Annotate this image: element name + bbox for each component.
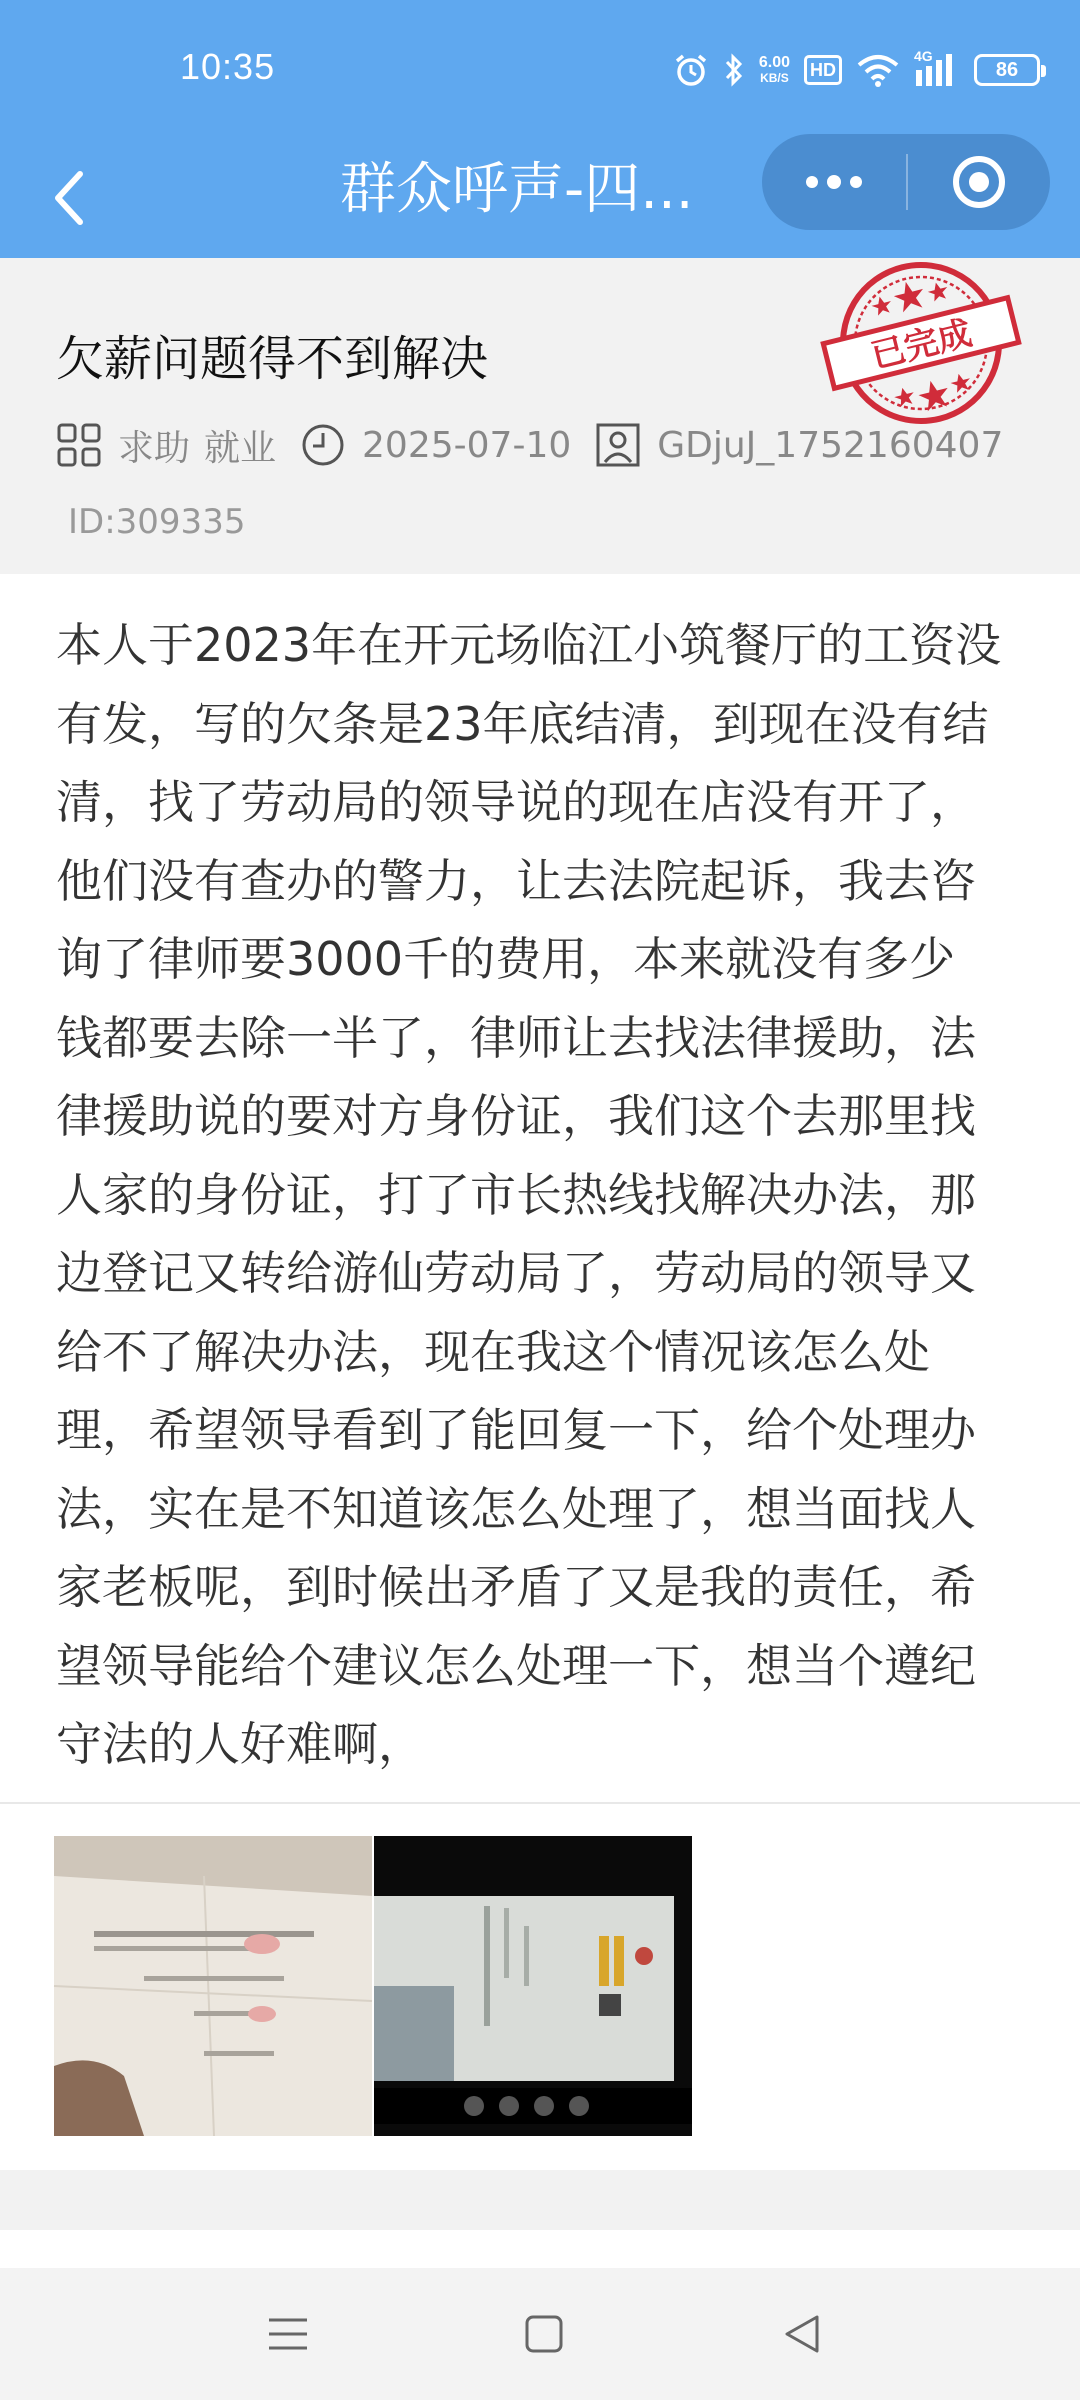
completed-stamp bbox=[814, 258, 1028, 428]
post-content-line: 本人于2023年在开元场临江小筑餐厅的工资没 bbox=[56, 618, 1002, 672]
system-back-button[interactable] bbox=[772, 2304, 832, 2364]
battery-indicator bbox=[974, 54, 1040, 86]
alarm-icon bbox=[673, 52, 709, 88]
post-content-line: 人家的身份证，打了市长热线找解决办法，那 bbox=[56, 1167, 976, 1222]
signal-icon bbox=[914, 52, 960, 88]
net-speed-value: 6.00 bbox=[758, 54, 790, 71]
more-button[interactable] bbox=[762, 134, 906, 230]
wifi-icon bbox=[856, 53, 900, 87]
attachment-image-iou[interactable] bbox=[54, 1836, 372, 2136]
status-bar bbox=[0, 0, 1080, 140]
chevron-left-icon bbox=[50, 168, 90, 228]
square-icon bbox=[523, 2313, 565, 2355]
clock-icon bbox=[300, 422, 346, 468]
section-spacer bbox=[0, 2170, 1080, 2230]
post-id: ID:309335 bbox=[68, 502, 246, 542]
recent-apps-button[interactable] bbox=[258, 2304, 318, 2364]
battery-level: 86 bbox=[995, 58, 1019, 81]
post-content-line: 他们没有查办的警力，让去法院起诉，我去咨 bbox=[56, 853, 976, 908]
post-content-line: 守法的人好难啊， bbox=[56, 1717, 424, 1771]
stamp-label: 已完成 bbox=[867, 313, 976, 377]
home-button[interactable] bbox=[514, 2304, 574, 2364]
triangle-back-icon bbox=[781, 2313, 823, 2355]
system-nav-bar bbox=[0, 2268, 1080, 2400]
post-meta bbox=[56, 420, 1003, 470]
post-subcategory: 就业 bbox=[204, 427, 277, 469]
net-speed-unit: KB/S bbox=[760, 71, 789, 85]
app-header bbox=[0, 0, 1080, 258]
grid-icon bbox=[56, 422, 102, 468]
status-time: 10:35 bbox=[180, 46, 276, 87]
post-date: 2025-07-10 bbox=[362, 424, 572, 466]
post-content-line: 给不了解决办法，现在我这个情况该怎么处 bbox=[56, 1324, 930, 1379]
more-dots-icon bbox=[804, 174, 864, 190]
post-content-line: 钱都要去除一半了，律师让去找法律援助，法 bbox=[56, 1010, 976, 1065]
post-content-line: 边登记又转给游仙劳动局了，劳动局的领导又 bbox=[56, 1246, 976, 1300]
menu-icon bbox=[265, 2314, 311, 2354]
next-post-strip[interactable] bbox=[0, 2230, 1080, 2270]
mini-program-capsule bbox=[762, 134, 1050, 230]
bluetooth-icon bbox=[723, 52, 745, 88]
post-content-line: 律援助说的要对方身份证，我们这个去那里找 bbox=[56, 1089, 976, 1143]
post-title: 欠薪问题得不到解决 bbox=[56, 331, 489, 387]
post-content-line: 清，找了劳动局的领导说的现在店没有开了， bbox=[56, 775, 976, 829]
post-author: GDjuJ_1752160407 bbox=[657, 424, 1004, 466]
post-content-line: 家老板呢，到时候出矛盾了又是我的责任，希 bbox=[56, 1560, 976, 1614]
post-content bbox=[56, 606, 1028, 1784]
post-content-line: 理，希望领导看到了能回复一下，给个处理办 bbox=[56, 1403, 976, 1457]
post-content-line: 询了律师要3000千的费用，本来就没有多少 bbox=[56, 932, 956, 986]
back-button[interactable] bbox=[40, 168, 100, 228]
page-title: 群众呼声-四... bbox=[340, 157, 694, 222]
post-content-line: 法，实在是不知道该怎么处理了，想当面找人 bbox=[56, 1481, 976, 1536]
post-images bbox=[0, 1804, 1080, 2170]
post-header bbox=[0, 258, 1080, 574]
close-button[interactable] bbox=[908, 134, 1050, 230]
signal-label: 4G bbox=[914, 48, 933, 64]
attachment-image-screenshot[interactable] bbox=[374, 1836, 692, 2136]
status-icons bbox=[673, 48, 1040, 92]
post-body bbox=[0, 574, 1080, 1804]
post-content-line: 望领导能给个建议怎么处理一下，想当个遵纪 bbox=[56, 1638, 976, 1693]
document-photo bbox=[374, 1836, 692, 2136]
close-circle-icon bbox=[951, 154, 1007, 210]
post-content-line: 有发，写的欠条是23年底结清，到现在没有结 bbox=[56, 696, 989, 751]
post-category: 求助 bbox=[118, 427, 191, 469]
net-speed bbox=[759, 55, 790, 85]
user-icon bbox=[595, 422, 641, 468]
hd-badge: HD bbox=[804, 55, 842, 85]
cellular-signal bbox=[914, 48, 960, 88]
iou-photo bbox=[54, 1836, 372, 2136]
